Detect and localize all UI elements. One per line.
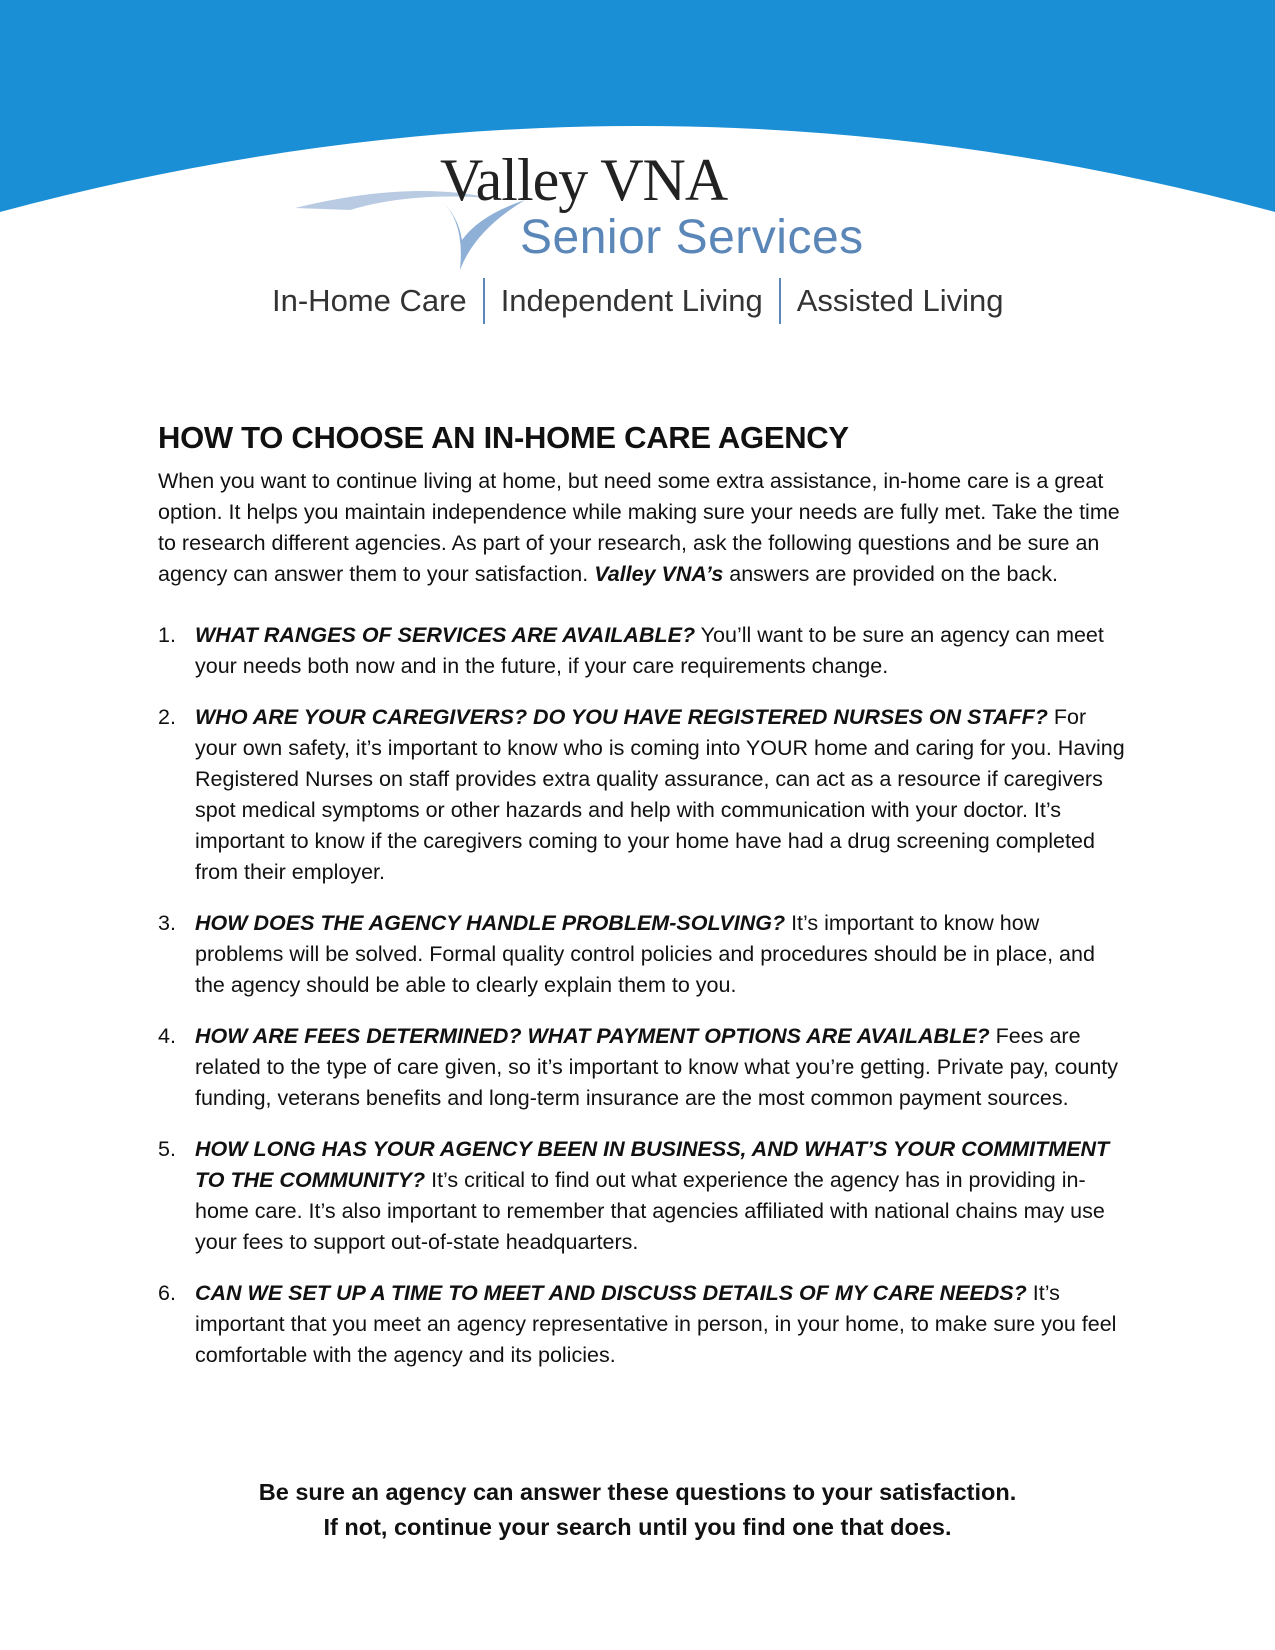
question-heading: HOW ARE FEES DETERMINED? WHAT PAYMENT OPTIONS ARE AVAILABLE? [195, 1024, 990, 1048]
question-number: 3. [158, 911, 176, 935]
question-heading: CAN WE SET UP A TIME TO MEET AND DISCUSS DETAILS OF MY CARE NEEDS? [195, 1281, 1027, 1305]
document-body [158, 420, 1128, 1391]
service-tagline [272, 277, 1003, 325]
question-list [158, 620, 1128, 1371]
question-item [158, 1134, 1128, 1258]
logo-name-line1: Valley VNA [440, 147, 728, 213]
tagline-divider [483, 278, 485, 324]
question-body: Fees are related to the type of care given, so it’s important to know what you’re getting. Private pay, county funding, veterans benefits and long-term insurance are the most common payment sources. [195, 1024, 1119, 1110]
question-item [158, 908, 1128, 1001]
page-title: HOW TO CHOOSE AN IN-HOME CARE AGENCY [158, 420, 849, 455]
tagline-divider [779, 278, 781, 324]
closing-line-1: Be sure an agency can answer these questions to your satisfaction. [258, 1479, 1017, 1505]
logo-name-line2: Senior Services [520, 211, 864, 264]
intro-text-end: answers are provided on the back. [723, 562, 1058, 586]
question-number: 5. [158, 1137, 176, 1161]
question-body: It’s critical to find out what experience the agency has in providing in-home care. It’s also important to remember that agencies affiliated with national chains may use your fees to support out-of-state headquarters. [195, 1168, 1105, 1254]
intro-text: When you want to continue living at home, but need some extra assistance, in-home care is a great option. It helps you maintain independence while making sure your needs are fully met. Take the time to research different agencies. As part of your research, ask the following questions and be sure an agency can answer them to your satisfaction. [158, 469, 1120, 586]
question-number: 2. [158, 705, 176, 729]
question-heading: HOW DOES THE AGENCY HANDLE PROBLEM-SOLVING? [195, 911, 786, 935]
closing-statement [0, 1475, 1275, 1545]
tagline-assisted-living: Assisted Living [796, 283, 1004, 318]
question-heading: WHO ARE YOUR CAREGIVERS? DO YOU HAVE REGISTERED NURSES ON STAFF? [195, 705, 1048, 729]
intro-paragraph [158, 466, 1128, 590]
tagline-independent-living: Independent Living [500, 283, 763, 318]
question-item [158, 1278, 1128, 1371]
question-number: 6. [158, 1281, 176, 1305]
question-item [158, 702, 1128, 888]
brand-logo [290, 147, 950, 270]
question-heading: HOW LONG HAS YOUR AGENCY BEEN IN BUSINESS, AND WHAT’S YOUR COMMITMENT TO THE COMMUNITY? [195, 1137, 1110, 1192]
question-item [158, 1021, 1128, 1114]
question-body: You’ll want to be sure an agency can meet your needs both now and in the future, if your care requirements change. [195, 623, 1104, 678]
closing-line-2: If not, continue your search until you find one that does. [323, 1514, 952, 1540]
question-heading: WHAT RANGES OF SERVICES ARE AVAILABLE? [195, 623, 696, 647]
intro-emphasis: Valley VNA’s [594, 562, 724, 586]
question-number: 1. [158, 623, 176, 647]
question-item [158, 620, 1128, 682]
question-body: It’s important to know how problems will be solved. Formal quality control policies and procedures should be in place, and the agency should be able to clearly explain them to you. [195, 911, 1095, 997]
question-body: It’s important that you meet an agency representative in person, in your home, to make sure you feel comfortable with the agency and its policies. [195, 1281, 1117, 1367]
question-body: For your own safety, it’s important to know who is coming into YOUR home and caring for you. Having Registered Nurses on staff provides extra quality assurance, can act as a resource if caregivers spot medical symptoms or other hazards and help with communication with your doctor. It’s important to know if the caregivers coming to your home have had a drug screening completed from their employer. [195, 705, 1125, 884]
question-number: 4. [158, 1024, 176, 1048]
tagline-in-home-care: In-Home Care [272, 283, 467, 318]
